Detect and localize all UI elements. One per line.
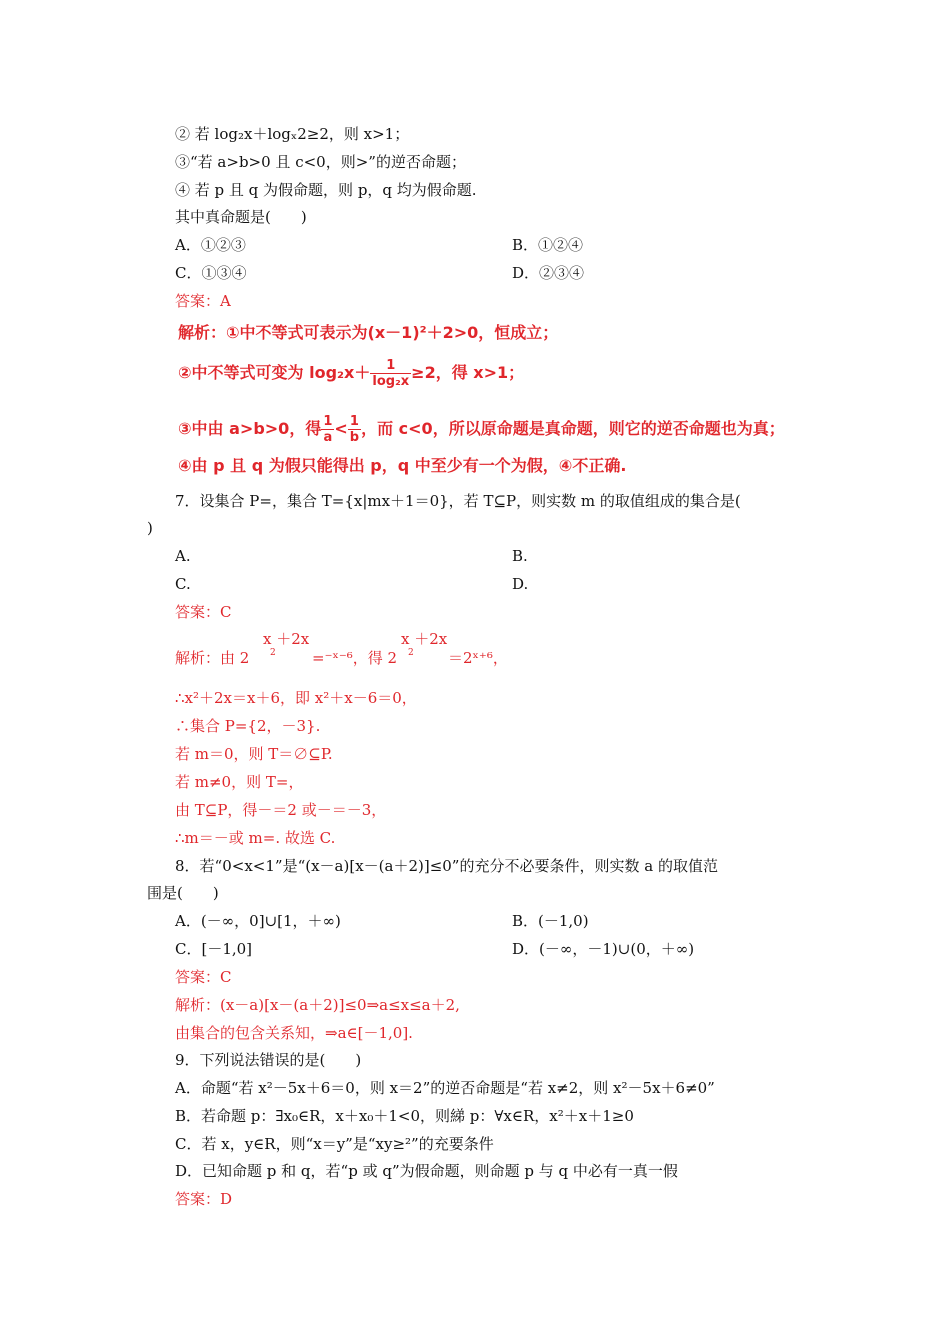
q6-option-b: B．①②④: [512, 236, 584, 254]
q7-solution-line-2: ∴集合 P={2，－3}.: [175, 717, 321, 735]
q6-analysis-line-2: [178, 358, 524, 389]
q6-prompt: 其中真命题是( ): [175, 208, 307, 226]
q7-option-a: A.: [175, 547, 191, 565]
q7-solution-line-4: 若 m≠0，则 T=，: [175, 773, 304, 791]
q9-stem: 9．下列说法错误的是( ): [175, 1051, 362, 1069]
q6-answer: 答案：A: [175, 292, 231, 310]
q9-option-c: C．若 x，y∈R，则“x＝y”是“xy≥²”的充要条件: [175, 1135, 494, 1153]
q7-answer: 答案：C: [175, 603, 232, 621]
q9-option-a: A．命题“若 x²－5x＋6＝0，则 x＝2”的逆否命题是“若 x≠2，则 x²－5x＋6≠0”: [175, 1079, 715, 1097]
fraction-denominator: log₂x: [372, 374, 410, 389]
q8-solution-line-2: 由集合的包含关系知，⇒a∈[－1,0].: [175, 1024, 413, 1042]
q6-statement-4: ④ 若 p 且 q 为假命题，则 p，q 均为假命题.: [175, 181, 477, 199]
q7-option-d: D.: [512, 575, 529, 593]
q7-solution-line-6: ∴m＝－或 m=. 故选 C.: [175, 829, 336, 847]
q9-option-d: D．已知命题 p 和 q，若“p 或 q”为假命题，则命题 p 与 q 中必有一真一假: [175, 1162, 678, 1180]
q7-solution-line-5: 由 T⊆P，得－＝2 或－＝－3，: [175, 801, 387, 819]
q6-analysis-line-4: ④由 p 且 q 为假只能得出 p，q 中至少有一个为假，④不正确.: [178, 456, 627, 475]
q8-option-b: B．(－1,0): [512, 912, 589, 930]
q6-statement-3: ③“若 a>b>0 且 c<0，则>”的逆否命题；: [175, 153, 466, 171]
q6-analysis-2-fraction: [370, 358, 411, 389]
q7-solution-end: ＝2ˣ⁺⁶，: [448, 649, 508, 667]
q7-stem-line-1: 7．设集合 P=，集合 T={x|mx＋1＝0}，若 T⊆P，则实数 m 的取值组成的集合是(: [175, 492, 741, 510]
q6-statement-2: ② 若 log₂x＋logₓ2≥2，则 x>1；: [175, 125, 410, 143]
q7-solution-line-1: ∴x²＋2x＝x＋6，即 x²＋x－6＝0，: [175, 689, 417, 707]
q8-stem-line-1: 8．若“0<x<1”是“(x－a)[x－(a＋2)]≤0”的充分不必要条件，则实数 a 的取值范: [175, 857, 718, 875]
q7-exponent-1: x ＋2x: [263, 630, 310, 648]
q8-stem-line-2: 围是( ): [147, 884, 219, 902]
q6-analysis-3-pre: ③中由 a>b>0，得: [178, 419, 322, 438]
q6-analysis-line-1: 解析：①中不等式可表示为(x－1)²＋2>0，恒成立；: [178, 323, 559, 342]
q8-option-d: D．(－∞，－1)∪(0，＋∞): [512, 940, 695, 958]
q6-analysis-3-lt: <: [334, 419, 348, 438]
q8-option-c: C．[－1,0]: [175, 940, 253, 958]
q9-option-b: B．若命题 p：∃x₀∈R，x＋x₀＋1<0，则綈 p：∀x∈R，x²＋x＋1≥0: [175, 1107, 634, 1125]
fraction-denominator: b: [349, 430, 360, 445]
q6-analysis-2-post: ≥2，得 x>1；: [411, 363, 525, 382]
fraction-numerator: 1: [348, 414, 361, 430]
fraction-numerator: 1: [323, 414, 333, 429]
q6-option-a: A．①②③: [175, 236, 246, 254]
q7-solution-mid: =⁻ˣ⁻⁶，得 2: [312, 649, 398, 667]
q7-exponent-1-denominator: 2: [270, 648, 276, 658]
q6-analysis-3-fraction-a: [321, 414, 334, 445]
fraction-denominator: a: [323, 430, 333, 445]
q8-solution-line-1: 解析：(x－a)[x－(a＋2)]≤0⇒a≤x≤a＋2,: [175, 996, 460, 1014]
q6-analysis-3-fraction-b: [348, 414, 361, 445]
q8-option-a: A．(－∞，0]∪[1，＋∞): [175, 912, 341, 930]
q6-analysis-2-pre: ②中不等式可变为 log₂x＋: [178, 363, 371, 382]
q7-exponent-2-denominator: 2: [408, 648, 414, 658]
q7-option-b: B.: [512, 547, 528, 565]
q7-exponent-2: x ＋2x: [401, 630, 448, 648]
q6-analysis-line-3: [178, 414, 785, 445]
q6-analysis-3-post: ，而 c<0，所以原命题是真命题，则它的逆否命题也为真；: [361, 419, 785, 438]
q8-answer: 答案：C: [175, 968, 232, 986]
q7-solution-line-3: 若 m＝0，则 T＝∅⊆P.: [175, 745, 333, 763]
q7-solution-label: 解析：由 2: [175, 649, 250, 667]
q7-option-c: C.: [175, 575, 191, 593]
fraction-numerator: 1: [370, 358, 411, 374]
q6-option-d: D．②③④: [512, 264, 585, 282]
q9-answer: 答案：D: [175, 1190, 233, 1208]
q6-option-c: C．①③④: [175, 264, 247, 282]
q7-stem-line-2: ): [147, 519, 153, 537]
